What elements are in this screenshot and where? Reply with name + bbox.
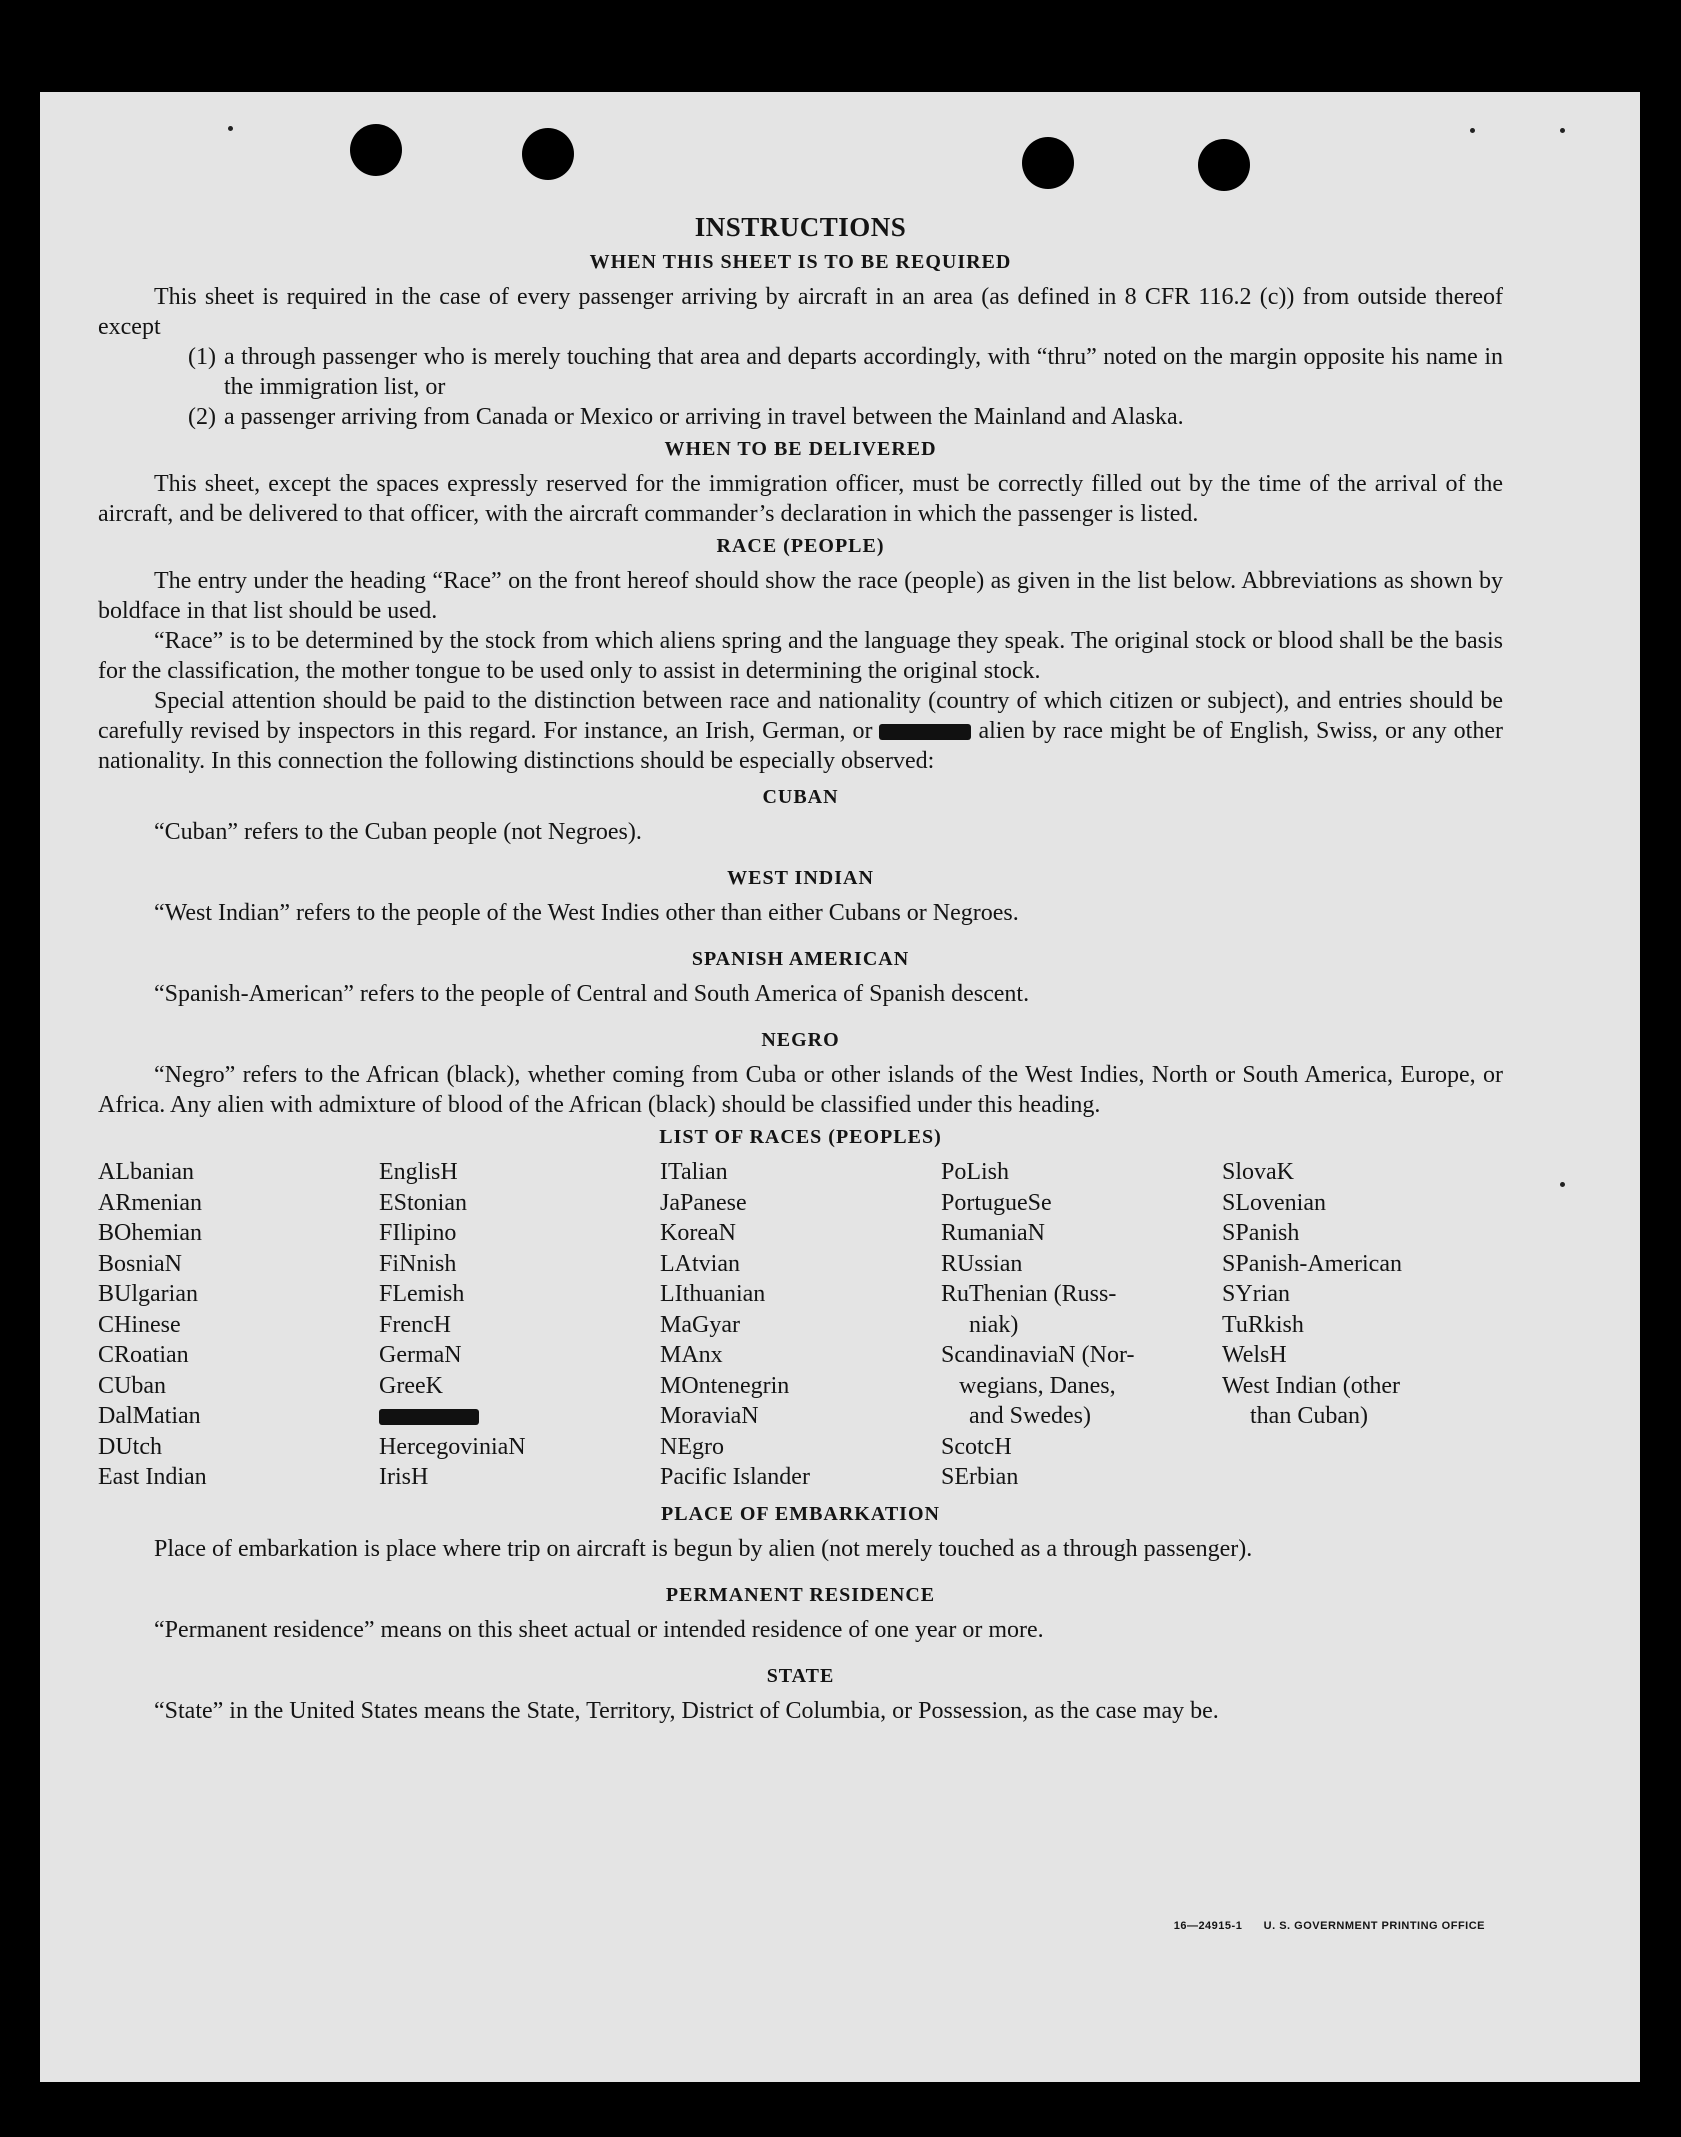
paragraph: Place of embarkation is place where trip on aircraft is begun by alien (not merely touched as a through passenger). <box>154 1535 1253 1562</box>
paragraph <box>98 686 1503 776</box>
section-heading: PLACE OF EMBARKATION <box>661 1502 940 1525</box>
race-item: JaPanese <box>660 1189 747 1216</box>
section-heading: WHEN TO BE DELIVERED <box>664 438 937 460</box>
section-heading: STATE <box>766 1664 835 1687</box>
page-title: INSTRUCTIONS <box>694 212 907 242</box>
race-item: MaGyar <box>660 1311 740 1338</box>
race-item: EStonian <box>379 1189 467 1216</box>
race-item: CUban <box>98 1372 166 1399</box>
race-item: IrisH <box>379 1464 429 1490</box>
race-item-continuation: and Swedes) <box>969 1403 1091 1429</box>
document-sheet <box>40 92 1640 2082</box>
section-heading: WEST INDIAN <box>727 867 874 889</box>
race-item: LAtvian <box>660 1250 740 1277</box>
punch-hole <box>350 124 402 176</box>
race-item: PortugueSe <box>941 1189 1052 1216</box>
printer-footer <box>1174 1920 1485 1932</box>
paragraph-part: Special attention should be paid to the distinction between race and nationality (country of which citizen or subject), and entries should be carefully revised by inspectors in this regard. For instance, an Irish, German, or <box>98 688 1503 744</box>
section-heading: PERMANENT RESIDENCE <box>665 1583 936 1606</box>
paragraph: This sheet is required in the case of every passenger arriving by aircraft in an area (as defined in 8 CFR 116.2 (c)) from outside thereof except <box>98 284 1503 340</box>
race-item: PoLish <box>941 1159 1010 1185</box>
races-column <box>660 1157 941 1493</box>
punch-hole <box>1198 139 1250 191</box>
race-item: GreeK <box>379 1372 443 1399</box>
race-item: FIlipino <box>379 1220 457 1246</box>
race-item: HercegoviniaN <box>379 1433 526 1460</box>
race-item: BUlgarian <box>98 1281 198 1307</box>
paragraph: “Negro” refers to the African (black), whether coming from Cuba or other islands of the West Indies, North or South America, Europe, or Africa. Any alien with admixture of blood of the African (black) should be classified under this heading. <box>98 1062 1503 1118</box>
race-item: LIthuanian <box>660 1281 766 1307</box>
race-item: FiNnish <box>379 1250 457 1277</box>
race-item: ITalian <box>660 1159 728 1185</box>
speck <box>1560 128 1565 133</box>
paragraph: “Spanish-American” refers to the people of Central and South America of Spanish descent. <box>154 981 1030 1007</box>
form-number: 16—24915-1 <box>1173 1920 1243 1932</box>
race-item: East Indian <box>98 1464 207 1490</box>
race-item: MoraviaN <box>660 1403 759 1429</box>
instructions-content <box>98 212 1503 1726</box>
section-heading: RACE (PEOPLE) <box>716 535 885 557</box>
race-item: TuRkish <box>1222 1311 1304 1338</box>
race-item: SlovaK <box>1222 1159 1294 1185</box>
race-item: NEgro <box>660 1433 724 1460</box>
list-text: a through passenger who is merely touching that area and departs accordingly, with “thru” noted on the margin opposite his name in the immigration list, or <box>224 344 1503 400</box>
paragraph: “West Indian” refers to the people of the West Indies other than either Cubans or Negroes. <box>154 900 1019 926</box>
list-text: a passenger arriving from Canada or Mexico or arriving in travel between the Mainland and Alaska. <box>224 404 1184 430</box>
race-item: KoreaN <box>660 1220 736 1246</box>
section-heading: LIST OF RACES (PEOPLES) <box>659 1126 942 1148</box>
race-item: RUssian <box>941 1250 1023 1277</box>
race-item: MOntenegrin <box>660 1372 790 1399</box>
race-item-redacted <box>379 1401 660 1432</box>
punch-hole <box>1022 137 1074 189</box>
race-item: GermaN <box>379 1342 462 1368</box>
race-item: ARmenian <box>98 1189 202 1216</box>
speck <box>228 126 233 131</box>
race-item: MAnx <box>660 1342 723 1368</box>
section-heading: WHEN THIS SHEET IS TO BE REQUIRED <box>589 251 1012 273</box>
paragraph: “Permanent residence” means on this sheet actual or intended residence of one year or more. <box>154 1616 1044 1643</box>
race-item: West Indian (other <box>1222 1372 1401 1399</box>
redaction-mark <box>379 1409 479 1425</box>
race-item: DalMatian <box>98 1403 201 1429</box>
list-item <box>98 402 1503 432</box>
race-item: DUtch <box>98 1433 162 1460</box>
paragraph: “Cuban” refers to the Cuban people (not Negroes). <box>154 819 642 845</box>
race-item: ALbanian <box>98 1159 194 1185</box>
races-column <box>379 1157 660 1493</box>
race-item: ScandinaviaN (Nor- <box>941 1342 1135 1368</box>
races-column <box>98 1157 379 1493</box>
race-item: SPanish-American <box>1222 1250 1402 1277</box>
race-item: FrencH <box>379 1311 451 1338</box>
race-item: CHinese <box>98 1311 181 1338</box>
race-item: SLovenian <box>1222 1189 1326 1216</box>
paragraph: “Race” is to be determined by the stock from which aliens spring and the language they speak. The original stock or blood shall be the basis for the classification, the mother tongue to be used only to assist in determining the original stock. <box>98 628 1503 684</box>
race-item: RumaniaN <box>941 1220 1045 1246</box>
race-item: FLemish <box>379 1281 465 1307</box>
race-item-continuation: than Cuban) <box>1250 1403 1368 1429</box>
section-heading: CUBAN <box>762 786 839 808</box>
section-heading: NEGRO <box>761 1029 840 1051</box>
race-item: CRoatian <box>98 1342 189 1368</box>
races-column <box>1222 1157 1503 1493</box>
list-number: (2) <box>188 404 216 430</box>
redaction-mark <box>879 724 971 740</box>
race-item-continuation: niak) <box>969 1311 1019 1338</box>
races-list <box>98 1157 1503 1493</box>
speck <box>1470 128 1475 133</box>
race-item-continuation: wegians, Danes, <box>959 1372 1116 1399</box>
race-item: EnglisH <box>379 1159 458 1185</box>
race-item: BosniaN <box>98 1250 182 1277</box>
races-column <box>941 1157 1222 1493</box>
race-item: SYrian <box>1222 1281 1290 1307</box>
race-item: SErbian <box>941 1464 1019 1490</box>
race-item: Pacific Islander <box>660 1464 810 1490</box>
paragraph-part: alien by race might be of English, Swiss, or any other nationality. In this connection the following distinctions should be especially observed: <box>98 718 1503 774</box>
paragraph: The entry under the heading “Race” on the front hereof should show the race (people) as given in the list below. Abbreviations as shown by boldface in that list should be used. <box>98 568 1503 624</box>
race-item: WelsH <box>1222 1342 1287 1368</box>
race-item: BOhemian <box>98 1220 202 1246</box>
race-item: SPanish <box>1222 1220 1300 1246</box>
paragraph: “State” in the United States means the State, Territory, District of Columbia, or Possession, as the case may be. <box>154 1697 1219 1724</box>
race-item: ScotcH <box>941 1433 1012 1460</box>
punch-hole <box>522 128 574 180</box>
list-item <box>98 342 1503 402</box>
section-heading: SPANISH AMERICAN <box>691 948 910 970</box>
race-item: RuThenian (Russ- <box>941 1281 1117 1307</box>
list-number: (1) <box>188 344 216 370</box>
printer-name: U. S. GOVERNMENT PRINTING OFFICE <box>1263 1920 1485 1932</box>
paragraph: This sheet, except the spaces expressly reserved for the immigration officer, must be correctly filled out by the time of the arrival of the aircraft, and be delivered to that officer, with the aircraft commander’s declaration in which the passenger is listed. <box>98 471 1503 527</box>
speck <box>1560 1182 1565 1187</box>
